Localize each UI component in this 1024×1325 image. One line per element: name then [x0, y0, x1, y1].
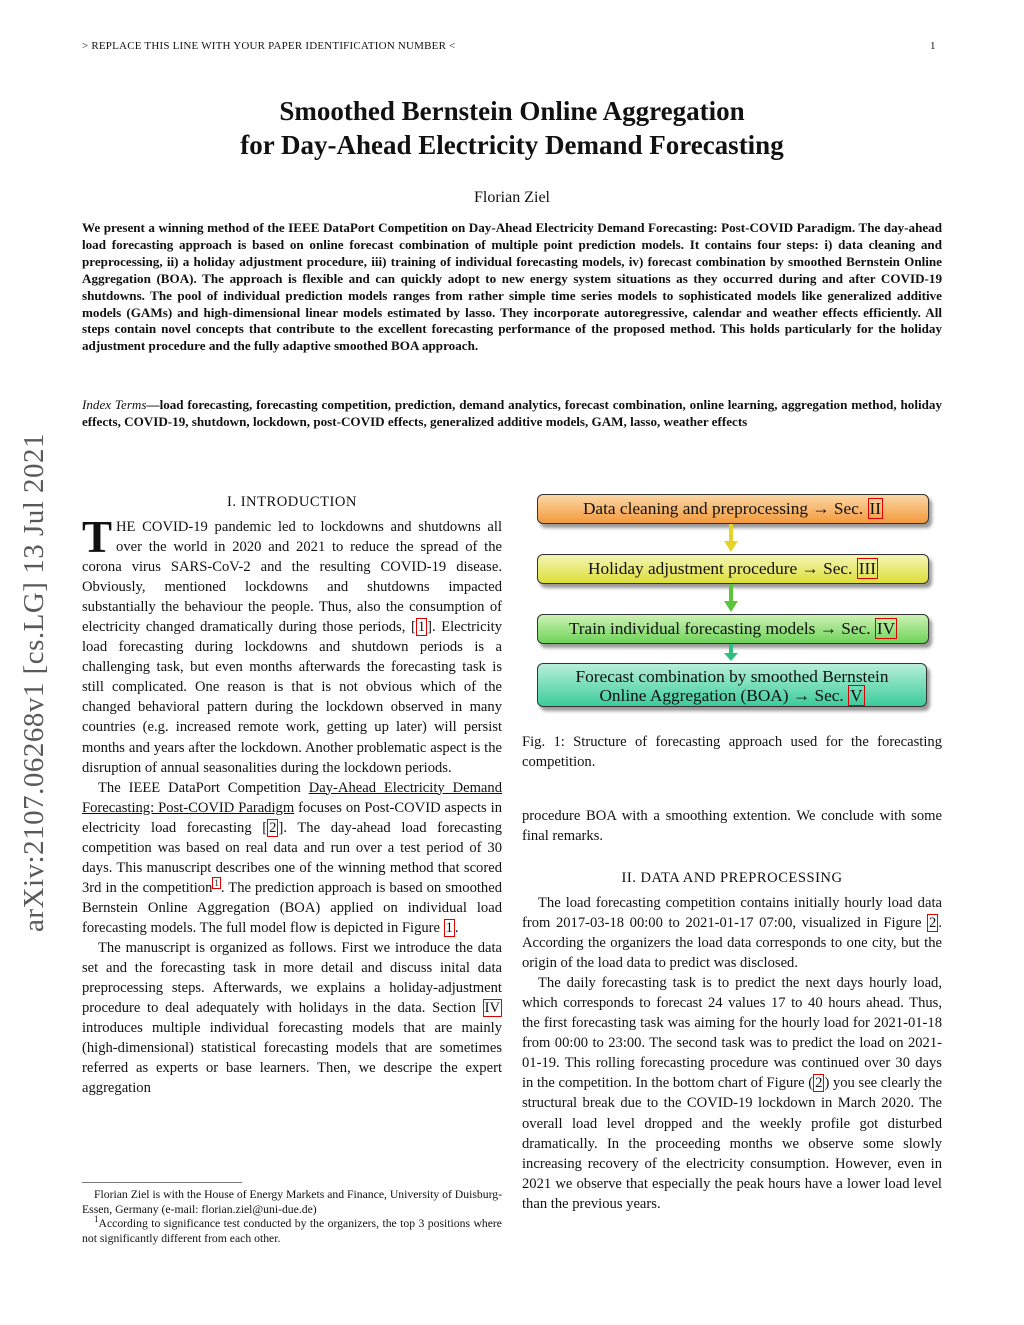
figure-link[interactable]: 1 — [445, 919, 453, 936]
competition-link[interactable]: Day-Ahead Electricity Demand Forecasting: Post-COVID Paradigm — [82, 779, 503, 816]
section-1-heading: I. INTRODUCTION — [227, 494, 357, 510]
paper-title — [80, 94, 944, 162]
continuation-paragraph: procedure BOA with a smoothing extention. We conclude with some final remarks. — [522, 808, 942, 845]
section-link[interactable]: V — [850, 686, 863, 705]
section-link[interactable]: IV — [484, 1000, 500, 1017]
citation-link[interactable]: 1 — [417, 619, 426, 636]
section-2-heading: II. DATA AND PREPROCESSING — [621, 870, 843, 886]
data-paragraph-2: The daily forecasting task is to predict the next days hourly load, which corresponds to forecast 24 values 17 to 40 hours ahead. Thus, the first forecasting task was aiming for the hourly load for 2021-01-18 from 00:00 to 23:00. The second task was to predict the load on 2021-01-19. This rolling forecasting procedure was continued over 30 days in the competition. In the bottom chart of Figure ( 2 ) you see clearly the structural break due to the COVID-19 lockdown in March 2020. The overall load level dropped and the weekly profile got disturbed dramatically. In the proceeding months we observe some slowly increasing recovery of the electricity consumption. However, even in 2021 we observe that especially the peak hours have a lower load level than the previous years. — [522, 975, 943, 1212]
data-paragraph-1: The load forecasting competition contains initially hourly load data from 2017-03-18 00:00 to 2021-01-17 07:00, visualized in Figure 2 . According the organizers the load data corresponds to one city, but the origin of the load data to predict was disclosed. — [522, 895, 942, 972]
flow-box-holiday-adjustment: Holiday adjustment procedure → Sec. III — [537, 554, 929, 584]
section-link[interactable]: III — [858, 559, 876, 578]
figure-caption: Fig. 1: Structure of forecasting approach used for the forecasting competition. — [522, 734, 942, 770]
section-link[interactable]: IV — [876, 619, 896, 638]
section-2-body — [522, 893, 942, 1214]
flow-box-data-cleaning: Data cleaning and preprocessing → Sec. II — [537, 494, 929, 524]
figure-link[interactable]: 2 — [815, 1075, 823, 1092]
footnote-divider — [82, 1182, 242, 1183]
abstract: We present a winning method of the IEEE DataPort Competition on Day-Ahead Electricity Demand Forecasting: Post-COVID Paradigm. The day-ahead load forecasting approach is based on online forecast combination of multiple point prediction models. It contains four steps: i) data cleaning and preprocessing, ii) a holiday adjustment procedure, iii) training of individual forecasting models, iv) forecast combination by smoothed Bernstein Online Aggregation (BOA). The approach is flexible and can quickly adopt to new energy system situations as they occurred during and after COVID-19 shutdowns. The pool of individual prediction models ranges from rather simple time series models to sophisticated models like generalized additive models (GAMs) and high-dimensional linear models estimated by lasso. They incorporate autoregressive, calendar and weather effects efficiently. All steps contain novel concepts that contribute to the excellent forecasting performance of the proposed method. This holds particularly for the holiday adjustment procedure and the fully adaptive smoothed BOA approach. — [82, 220, 942, 354]
footnote-link[interactable]: 1 — [214, 877, 219, 888]
flow-box-forecast-combination: Forecast combination by smoothed Bernstein Online Aggregation (BOA) → Sec. V — [537, 663, 927, 707]
index-terms — [82, 397, 942, 431]
author: Florian Ziel — [474, 189, 550, 206]
affiliation-note: Florian Ziel is with the House of Energy Markets and Finance, University of Duisburg-Essen, Germany (e-mail: florian.ziel@uni-due.de) — [82, 1188, 502, 1216]
flow-box-train-models: Train individual forecasting models → Sec. IV — [537, 614, 929, 644]
footnotes — [82, 1188, 502, 1246]
figure-link[interactable]: 2 — [929, 915, 937, 932]
section-link[interactable]: II — [869, 499, 882, 518]
left-column — [82, 512, 503, 1098]
intro-paragraph-1: THE COVID-19 pandemic led to lockdowns and shutdowns all over the world in 2020 and 2021 to reduce the spread of the corona virus SARS-CoV-2 and the resulting COVID-19 disease. Obviously, mentioned lockdowns and shutdowns impacted substantially the behaviour the people. Thus, also the consumption of electricity changed dramatically during those periods, [ 1 ]. Electricity load forecasting during lockdowns and shutdown periods is a challenging task, but even months afterwards the forecasting task is still complicated. One reason is that is not obvious which of the changed behavioral pattern during the lockdown observed in many countries (e.g. increased remote work, getting up later) will persist months and years after the lockdown. Another problematic aspect is the disruption of annual seasonalities during the lockdown periods. — [82, 512, 502, 776]
title-line-2: for Day-Ahead Electricity Demand Forecasting — [240, 130, 784, 160]
right-column — [522, 806, 942, 846]
page-number: 1 — [930, 40, 936, 52]
drop-cap: T — [82, 512, 113, 562]
intro-paragraph-2: The IEEE DataPort Competition Day-Ahead Electricity Demand Forecasting: Post-COVID Paradigm focuses on Post-COVID aspects in electricity load forecasting [ 2 ]. The day-ahead load forecasting competition was based on real data and run over a test period of 30 days. This manuscript describes one of the winning method that scored 3rd in the competition $^1$ . The prediction approach is based on smoothed Bernstein Online Aggregation (BOA) applied on individual load forecasting models. The full model flow is depicted in Figure 1 . — [82, 779, 503, 936]
index-terms-label: Index Terms — [82, 397, 147, 412]
intro-paragraph-3: The manuscript is organized as follows. First we introduce the data set and the forecasting task in more detail and discuss inital data preprocessing steps. Afterwards, we explains a holiday-adjustment procedure to deal adequately with holidays in the data. Section IV introduces multiple individual forecasting models that are mainly (high-dimensional) statistical forecasting models that are sometimes referred as experts or base learners. Then, we descripe the expert aggregation — [82, 939, 502, 1097]
citation-link[interactable]: 2 — [269, 819, 277, 836]
title-line-1: Smoothed Bernstein Online Aggregation — [279, 96, 745, 126]
arxiv-stamp: arXiv:2107.06268v1 [cs.LG] 13 Jul 2021 — [18, 432, 50, 932]
index-terms-text: —load forecasting, forecasting competition, prediction, demand analytics, forecast combination, online learning, aggregation method, holiday effects, COVID-19, shutdown, lockdown, post-COVID effects, generalized additive models, GAM, lasso, weather effects — [82, 397, 942, 429]
running-header: > REPLACE THIS LINE WITH YOUR PAPER IDENTIFICATION NUMBER < — [82, 40, 456, 52]
footnote-1: $^1$According to significance test conducted by the organizers, the top 3 positions where not significantly different from each other. — [82, 1214, 502, 1245]
